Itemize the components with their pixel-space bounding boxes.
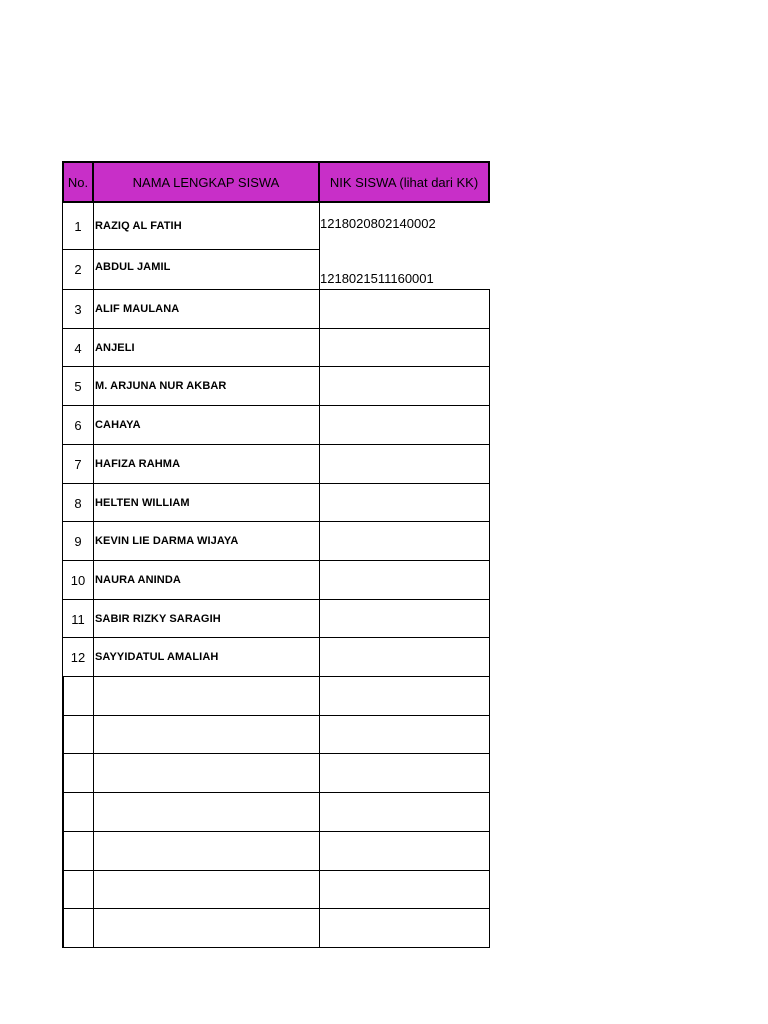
row-no: 10 — [62, 560, 94, 600]
row-nik: 1218021511160001 — [320, 271, 434, 286]
row-name — [93, 831, 320, 871]
row-name: RAZIQ AL FATIH — [93, 202, 320, 250]
row-name: SAYYIDATUL AMALIAH — [93, 637, 320, 677]
table-left-border — [62, 676, 64, 948]
row-name: HELTEN WILLIAM — [93, 483, 320, 523]
header-no: No. — [62, 161, 94, 203]
row-no — [62, 715, 94, 755]
row-nik — [319, 715, 490, 755]
row-no: 3 — [62, 289, 94, 329]
row-nik — [319, 599, 490, 639]
row-no: 5 — [62, 366, 94, 406]
row-nik — [319, 870, 490, 910]
row-name: KEVIN LIE DARMA WIJAYA — [93, 521, 320, 561]
row-name — [93, 792, 320, 832]
row-nik — [319, 483, 490, 523]
row-nik — [319, 366, 490, 406]
row-name: M. ARJUNA NUR AKBAR — [93, 366, 320, 406]
header-nik: NIK SISWA (lihat dari KK) — [318, 161, 490, 203]
row-no: 8 — [62, 483, 94, 523]
row-no — [62, 908, 94, 948]
row-no — [62, 676, 94, 716]
row-name: ALIF MAULANA — [93, 289, 320, 329]
row-no: 6 — [62, 405, 94, 445]
header-name: NAMA LENGKAP SISWA — [92, 161, 320, 203]
row-no — [62, 792, 94, 832]
row-nik — [319, 444, 490, 484]
row-nik — [319, 831, 490, 871]
row-nik — [319, 792, 490, 832]
row-no — [62, 753, 94, 793]
row-nik — [319, 753, 490, 793]
row-name: ABDUL JAMIL — [93, 249, 320, 290]
row-name — [93, 908, 320, 948]
row-nik — [319, 676, 490, 716]
row-nik — [319, 289, 490, 329]
row-no: 11 — [62, 599, 94, 639]
row-no: 9 — [62, 521, 94, 561]
row-name: NAURA ANINDA — [93, 560, 320, 600]
row-nik — [319, 405, 490, 445]
row-name: CAHAYA — [93, 405, 320, 445]
row-no: 2 — [62, 249, 94, 290]
row-nik: 1218020802140002 — [320, 216, 436, 231]
row-nik — [319, 637, 490, 677]
row-name — [93, 753, 320, 793]
row-nik — [319, 560, 490, 600]
row-name: SABIR RIZKY SARAGIH — [93, 599, 320, 639]
row-nik — [319, 328, 490, 368]
row-nik — [319, 521, 490, 561]
row-no: 12 — [62, 637, 94, 677]
row-no: 4 — [62, 328, 94, 368]
row-name: ANJELI — [93, 328, 320, 368]
row-name: HAFIZA RAHMA — [93, 444, 320, 484]
row-no — [62, 870, 94, 910]
row-no: 1 — [62, 202, 94, 250]
row-no: 7 — [62, 444, 94, 484]
row-nik — [319, 908, 490, 948]
row-no — [62, 831, 94, 871]
row-name — [93, 676, 320, 716]
row-name — [93, 870, 320, 910]
row-name — [93, 715, 320, 755]
